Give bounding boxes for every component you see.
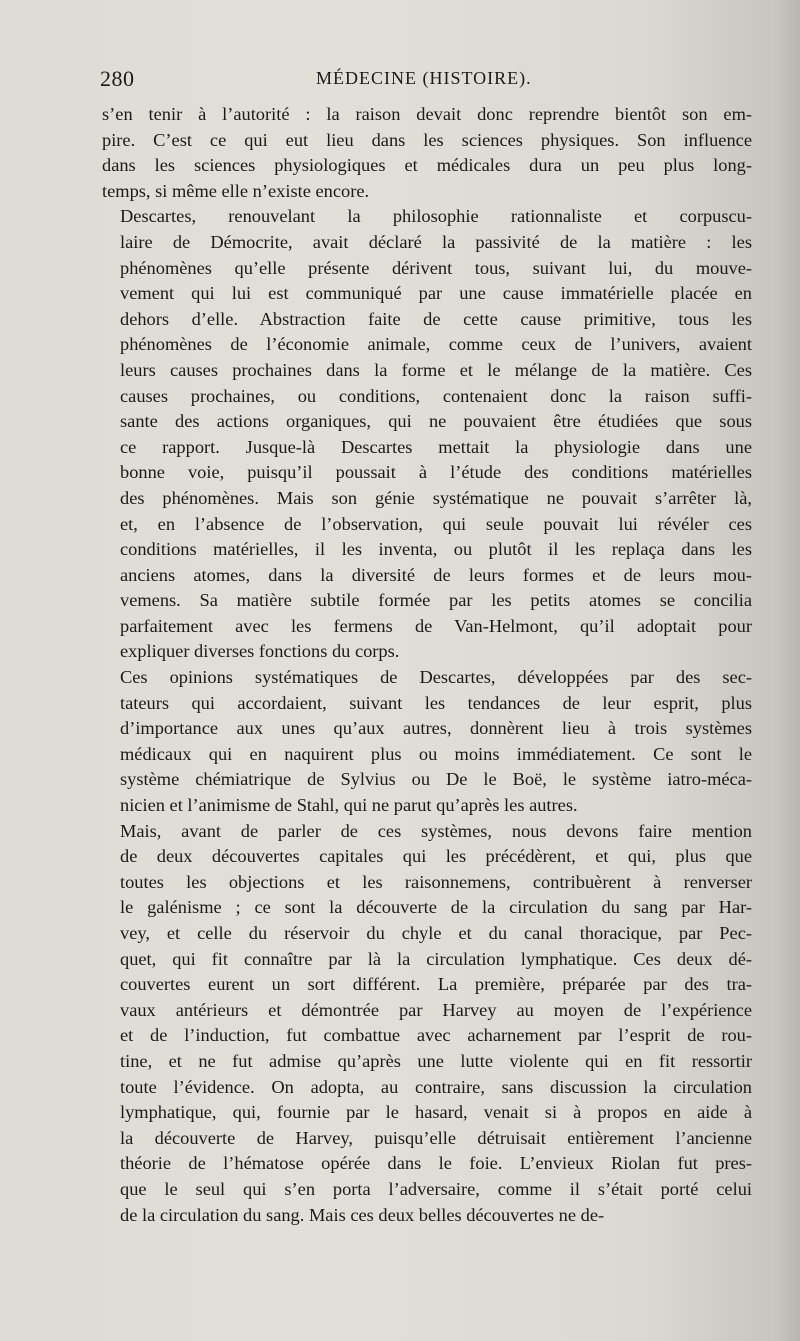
text-line: expliquer diverses fonctions du corps.	[120, 641, 400, 662]
page-number: 280	[100, 66, 135, 91]
paragraph	[102, 819, 752, 1229]
text-line: lymphatique, qui, fournie par le hasard, venait si à propos en aide à	[120, 1102, 752, 1123]
text-line: de deux découvertes capitales qui les précédèrent, et qui, plus que	[120, 846, 752, 867]
paragraph	[102, 204, 752, 665]
text-line: vement qui lui est communiqué par une cause immatérielle placée en	[120, 283, 752, 304]
text-line: Mais, avant de parler de ces systèmes, nous devons faire mention	[120, 820, 752, 841]
running-head	[100, 66, 750, 96]
text-line: dehors d’elle. Abstraction faite de cette cause primitive, tous les	[120, 308, 752, 329]
paragraph	[102, 665, 752, 819]
text-line: dans les sciences physiologiques et médicales dura un peu plus long-	[102, 155, 752, 176]
text-line: sante des actions organiques, qui ne pouvaient être étudiées que sous	[120, 411, 752, 432]
text-line: ce rapport. Jusque-là Descartes mettait la physiologie dans une	[120, 436, 752, 457]
text-line: que le seul qui s’en porta l’adversaire, comme il s’était porté celui	[120, 1178, 752, 1199]
text-line: tateurs qui accordaient, suivant les tendances de leur esprit, plus	[120, 692, 752, 713]
text-line: conditions matérielles, il les inventa, ou plutôt il les replaça dans les	[120, 539, 752, 560]
text-line: toutes les objections et les raisonnemens, contribuèrent à renverser	[120, 871, 752, 892]
text-line: pire. C’est ce qui eut lieu dans les sciences physiques. Son influence	[102, 129, 752, 150]
text-line: d’importance aux unes qu’aux autres, donnèrent lieu à trois systèmes	[120, 718, 752, 739]
text-line: parfaitement avec les fermens de Van-Helmont, qu’il adoptait pour	[120, 615, 752, 636]
text-line: phénomènes qu’elle présente dérivent tous, suivant lui, du mouve-	[120, 257, 752, 278]
text-line: Descartes, renouvelant la philosophie rationnaliste et corpuscu-	[120, 206, 752, 227]
text-line: système chémiatrique de Sylvius ou De le Boë, le système iatro-méca-	[120, 769, 752, 790]
text-line: laire de Démocrite, avait déclaré la passivité de la matière : les	[120, 231, 752, 252]
text-line: phénomènes de l’économie animale, comme ceux de l’univers, avaient	[120, 334, 752, 355]
text-line: de la circulation du sang. Mais ces deux belles découvertes ne de-	[120, 1204, 605, 1225]
text-line: Ces opinions systématiques de Descartes, développées par des sec-	[120, 667, 752, 688]
text-line: et, en l’absence de l’observation, qui seule pouvait lui révéler ces	[120, 513, 752, 534]
text-line: bonne voie, puisqu’il poussait à l’étude des conditions matérielles	[120, 462, 752, 483]
text-line: vemens. Sa matière subtile formée par les petits atomes se concilia	[120, 590, 752, 611]
running-title: MÉDECINE (HISTOIRE).	[316, 68, 532, 88]
text-line: s’en tenir à l’autorité : la raison devait donc reprendre bientôt son em-	[102, 104, 752, 124]
text-line: la découverte de Harvey, puisqu’elle détruisait entièrement l’ancienne	[120, 1127, 752, 1148]
text-line: leurs causes prochaines dans la forme et le mélange de la matière. Ces	[120, 359, 752, 380]
text-line: causes prochaines, ou conditions, contenaient donc la raison suffi-	[120, 385, 752, 406]
paragraph	[102, 102, 752, 204]
text-line: et de l’induction, fut combattue avec acharnement par l’esprit de rou-	[120, 1025, 752, 1046]
text-line: vaux antérieurs et démontrée par Harvey au moyen de l’expérience	[120, 999, 752, 1020]
text-line: des phénomènes. Mais son génie systématique ne pouvait s’arrêter là,	[120, 487, 752, 508]
text-line: anciens atomes, dans la diversité de leurs formes et de leurs mou-	[120, 564, 752, 585]
text-line: temps, si même elle n’existe encore.	[102, 180, 370, 201]
text-line: théorie de l’hématose opérée dans le foie. L’envieux Riolan fut pres-	[120, 1153, 752, 1174]
text-line: toute l’évidence. On adopta, au contraire, sans discussion la circulation	[120, 1076, 752, 1097]
text-line: nicien et l’animisme de Stahl, qui ne parut qu’après les autres.	[120, 795, 578, 816]
text-line: couvertes eurent un sort différent. La première, préparée par des tra-	[120, 974, 752, 995]
text-line: tine, et ne fut admise qu’après une lutte violente qui en fit ressortir	[120, 1050, 752, 1071]
text-line: le galénisme ; ce sont la découverte de la circulation du sang par Har-	[120, 897, 752, 918]
text-line: médicaux qui en naquirent plus ou moins immédiatement. Ce sont le	[120, 743, 752, 764]
body-text	[102, 102, 752, 1228]
text-line: vey, et celle du réservoir du chyle et du canal thoracique, par Pec-	[120, 923, 752, 943]
text-line: quet, qui fit connaître par là la circulation lymphatique. Ces deux dé-	[120, 948, 752, 969]
